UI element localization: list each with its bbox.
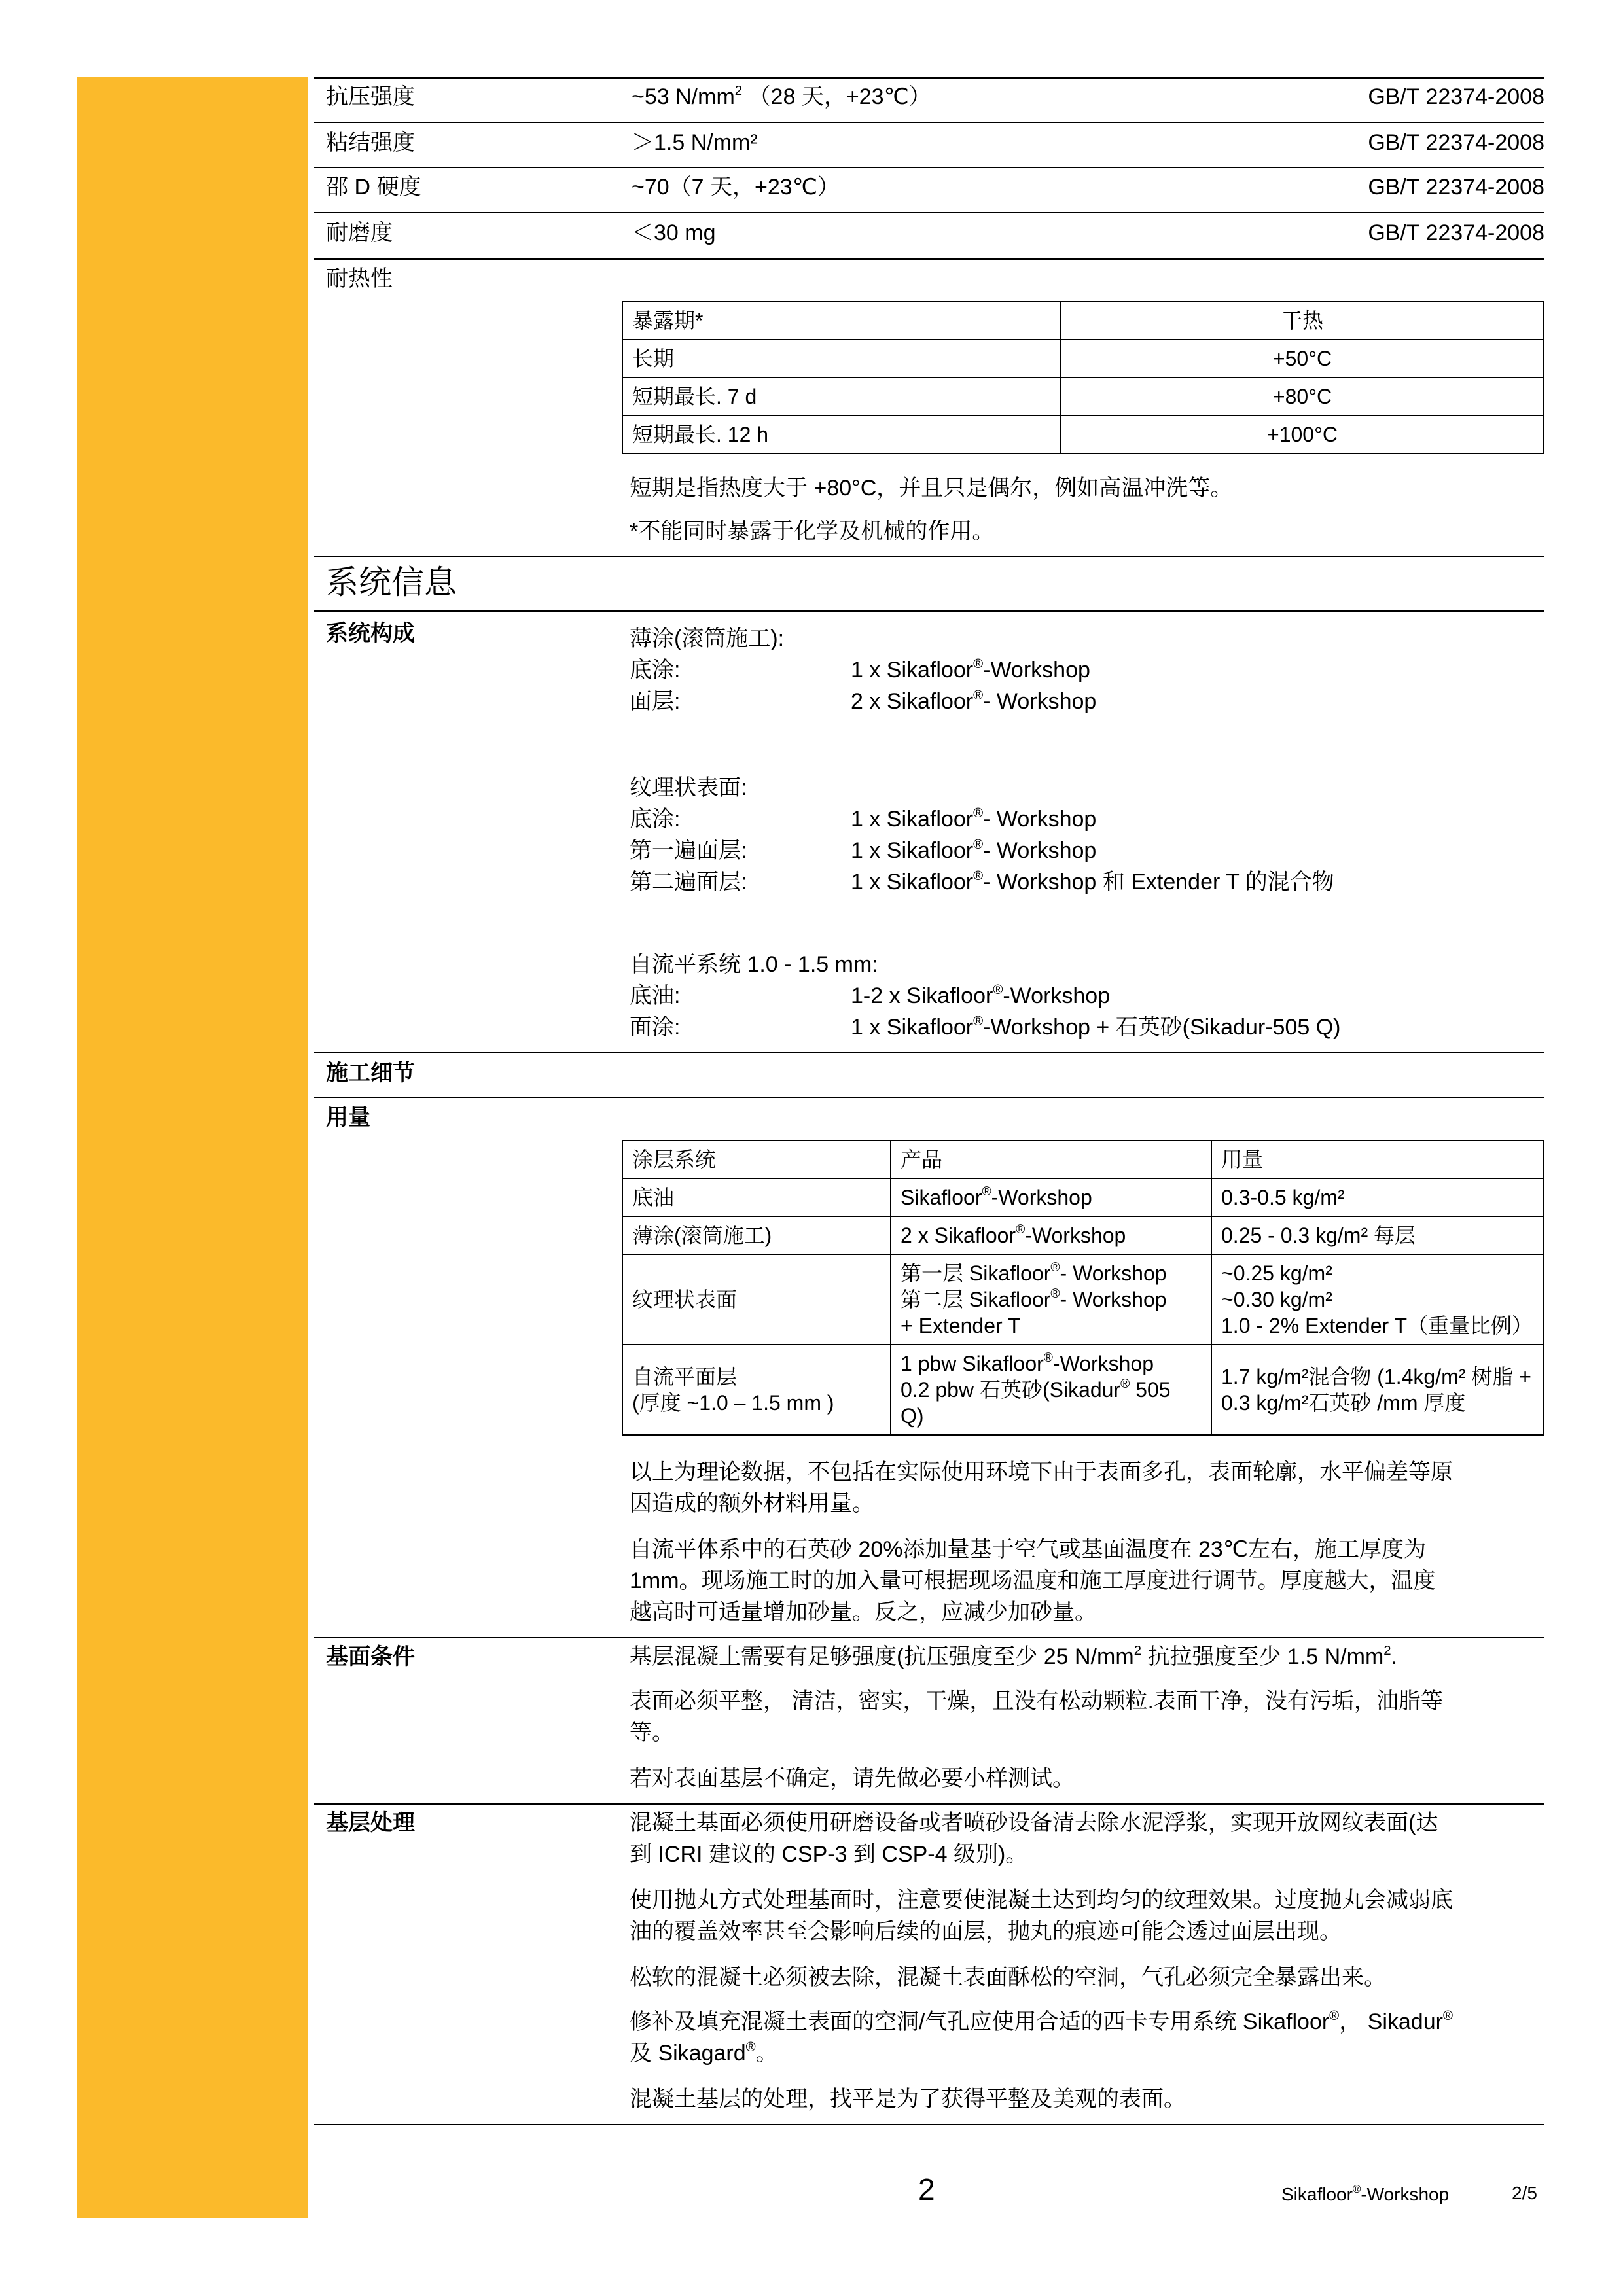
- preparation-text: 松软的混凝土必须被去除，混凝土表面酥松的空洞，气孔必须完全暴露出来。: [630, 1965, 1386, 1990]
- table-row: [622, 1178, 1544, 1216]
- table-row: [622, 302, 1544, 340]
- table-row: [622, 340, 1544, 378]
- property-value: ~70（7 天，+23℃）: [632, 175, 840, 200]
- table-cell: 1.7 kg/m²混合物 (1.4kg/m² 树脂 + 0.3 kg/m²石英砂 /mm 厚度: [1211, 1345, 1544, 1435]
- composition-key: 底油:: [630, 983, 681, 1008]
- section-title: 系统信息: [326, 564, 457, 601]
- footer-page-of: 2/5: [1512, 2183, 1537, 2203]
- table-cell: ~0.25 kg/m² ~0.30 kg/m² 1.0 - 2% Extender T（重量比例）: [1211, 1254, 1544, 1345]
- divider: [314, 212, 1544, 213]
- table-row: [622, 415, 1544, 453]
- preparation-text: 使用抛丸方式处理基面时，注意要使混凝土达到均匀的纹理效果。过度抛丸会减弱底: [630, 1888, 1453, 1913]
- preparation-text: 修补及填充混凝土表面的空洞/气孔应使用合适的西卡专用系统 Sikafloor®， Sikadur®: [630, 2008, 1453, 2034]
- property-standard: GB/T 22374-2008: [1368, 175, 1544, 200]
- composition-key: 第一遍面层:: [630, 838, 747, 863]
- consumption-note: 因造成的额外材料用量。: [630, 1491, 874, 1516]
- table-header: 涂层系统: [622, 1140, 891, 1178]
- self-level-title: 自流平系统 1.0 - 1.5 mm:: [630, 952, 878, 977]
- divider: [314, 167, 1544, 168]
- composition-key: 第二遍面层:: [630, 870, 747, 894]
- table-cell: 短期最长. 12 h: [622, 415, 1061, 453]
- heat-note: *不能同时暴露于化学及机械的作用。: [630, 519, 995, 544]
- substrate-text: 基层混凝土需要有足够强度(抗压强度至少 25 $N/mm^2$ 抗拉强度至少 1.5 $N/mm^2$.: [630, 1643, 1398, 1669]
- preparation-text: 油的覆盖效率甚至会影响后续的面层，抛丸的痕迹可能会透过面层出现。: [630, 1919, 1342, 1944]
- system-composition-label: 系统构成: [326, 621, 415, 646]
- table-row: [622, 1345, 1544, 1435]
- consumption-table: [622, 1140, 1544, 1436]
- divider: [314, 1052, 1544, 1053]
- property-value: ~53 $N/mm^2$ （28 天，+23℃）: [632, 83, 931, 109]
- property-standard: GB/T 22374-2008: [1368, 221, 1544, 245]
- table-cell: 2 x Sikafloor®-Workshop: [891, 1216, 1211, 1254]
- divider: [314, 556, 1544, 557]
- composition-value: 1 x Sikafloor®-Workshop + 石英砂(Sikadur-505 Q): [851, 1014, 1341, 1040]
- table-row: [622, 1254, 1544, 1345]
- divider: [314, 77, 1544, 79]
- consumption-label: 用量: [326, 1105, 370, 1130]
- table-cell: 纹理状表面: [622, 1254, 891, 1345]
- brand-sidebar: [77, 77, 308, 2218]
- composition-value: 1 x Sikafloor®- Workshop: [851, 837, 1097, 863]
- consumption-note: 1mm。现场施工时的加入量可根据现场温度和施工厚度进行调节。厚度越大，温度: [630, 1568, 1436, 1593]
- substrate-text: 等。: [630, 1720, 674, 1745]
- texture-title: 纹理状表面:: [630, 775, 747, 800]
- composition-value: 1 x Sikafloor®-Workshop: [851, 656, 1090, 682]
- table-cell: +80°C: [1061, 378, 1544, 415]
- substrate-text: 表面必须平整， 清洁，密实，干燥，且没有松动颗粒.表面干净，没有污垢，油脂等: [630, 1689, 1443, 1714]
- heat-resistance-label: 耐热性: [326, 266, 393, 291]
- footer-product: Sikafloor®-Workshop: [1281, 2183, 1450, 2204]
- table-cell: Sikafloor®-Workshop: [891, 1178, 1211, 1216]
- composition-value: 1-2 x Sikafloor®-Workshop: [851, 982, 1111, 1008]
- composition-key: 底涂:: [630, 807, 681, 832]
- consumption-note: 以上为理论数据，不包括在实际使用环境下由于表面多孔，表面轮廓，水平偏差等原: [630, 1460, 1453, 1485]
- divider: [314, 122, 1544, 123]
- property-value: ＞1.5 N/mm²: [632, 130, 758, 155]
- preparation-text: 混凝土基面必须使用研磨设备或者喷砂设备清去除水泥浮浆，实现开放网纹表面(达: [630, 1810, 1438, 1835]
- composition-value: 2 x Sikafloor®- Workshop: [851, 688, 1097, 714]
- divider: [314, 1803, 1544, 1805]
- divider: [314, 610, 1544, 612]
- preparation-text: 到 ICRI 建议的 CSP-3 到 CSP-4 级别)。: [630, 1842, 1028, 1867]
- table-header: 用量: [1211, 1140, 1544, 1178]
- property-label: 粘结强度: [326, 130, 415, 155]
- table-row: [622, 1216, 1544, 1254]
- composition-key: 底涂:: [630, 658, 681, 682]
- table-row: [622, 1140, 1544, 1178]
- consumption-note: 越高时可适量增加砂量。反之，应减少加砂量。: [630, 1600, 1097, 1625]
- page-number: 2: [918, 2172, 935, 2206]
- heat-note: 短期是指热度大于 +80°C，并且只是偶尔，例如高温冲洗等。: [630, 476, 1233, 501]
- divider: [314, 2124, 1544, 2125]
- table-header: 暴露期*: [622, 302, 1061, 340]
- preparation-label: 基层处理: [326, 1810, 415, 1835]
- table-header: 干热: [1061, 302, 1544, 340]
- divider: [314, 1097, 1544, 1098]
- property-label: 邵 D 硬度: [326, 175, 421, 200]
- table-row: [622, 378, 1544, 415]
- application-details-label: 施工细节: [326, 1061, 415, 1086]
- substrate-label: 基面条件: [326, 1644, 415, 1669]
- table-cell: +100°C: [1061, 415, 1544, 453]
- table-cell: +50°C: [1061, 340, 1544, 378]
- table-cell: 1 pbw Sikafloor®-Workshop 0.2 pbw 石英砂(Sikadur® 505 Q): [891, 1345, 1211, 1435]
- heat-resistance-table: [622, 301, 1544, 454]
- table-cell: 短期最长. 7 d: [622, 378, 1061, 415]
- composition-key: 面涂:: [630, 1015, 681, 1040]
- table-cell: 0.25 - 0.3 kg/m² 每层: [1211, 1216, 1544, 1254]
- substrate-text: 若对表面基层不确定，请先做必要小样测试。: [630, 1766, 1075, 1791]
- table-cell: 底油: [622, 1178, 891, 1216]
- property-standard: GB/T 22374-2008: [1368, 130, 1544, 155]
- preparation-text: 混凝土基层的处理，找平是为了获得平整及美观的表面。: [630, 2087, 1186, 2111]
- composition-value: 1 x Sikafloor®- Workshop 和 Extender T 的混合物: [851, 868, 1334, 894]
- table-cell: 第一层 Sikafloor®- Workshop 第二层 Sikafloor®- Workshop + Extender T: [891, 1254, 1211, 1345]
- composition-key: 面层:: [630, 689, 681, 714]
- table-cell: 薄涂(滚筒施工): [622, 1216, 891, 1254]
- table-cell: 自流平面层 (厚度 ~1.0 – 1.5 mm ): [622, 1345, 891, 1435]
- preparation-text: 及 Sikagard®。: [630, 2040, 778, 2066]
- property-label: 抗压强度: [326, 84, 415, 109]
- table-header: 产品: [891, 1140, 1211, 1178]
- table-cell: 长期: [622, 340, 1061, 378]
- composition-value: 1 x Sikafloor®- Workshop: [851, 805, 1097, 832]
- consumption-note: 自流平体系中的石英砂 20%添加量基于空气或基面温度在 23℃左右，施工厚度为: [630, 1537, 1426, 1562]
- thin-coat-title: 薄涂(滚筒施工):: [630, 626, 785, 651]
- property-standard: GB/T 22374-2008: [1368, 84, 1544, 109]
- table-cell: 0.3-0.5 kg/m²: [1211, 1178, 1544, 1216]
- divider: [314, 258, 1544, 260]
- property-value: ＜30 mg: [632, 221, 716, 245]
- divider: [314, 1637, 1544, 1638]
- property-label: 耐磨度: [326, 221, 393, 245]
